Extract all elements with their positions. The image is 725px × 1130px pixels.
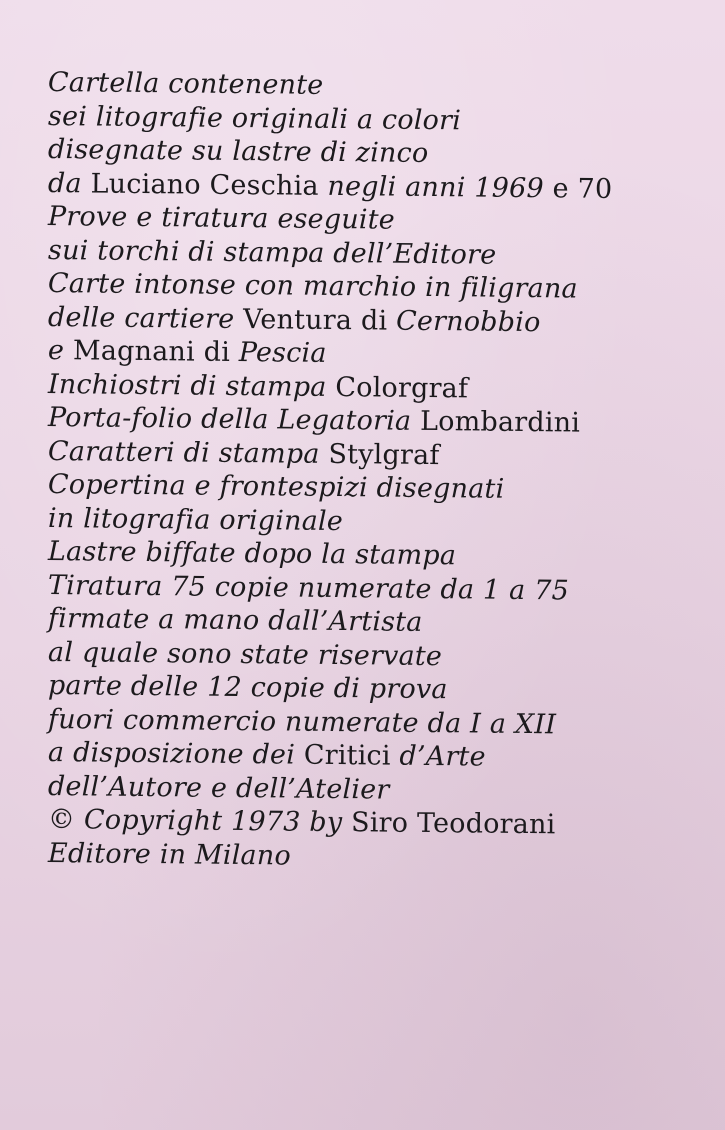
italic-segment: Tiratura 75 copie numerate da 1 a 75 bbox=[47, 569, 570, 606]
italic-segment: 1969 bbox=[474, 171, 544, 204]
italic-segment: Lastre biffate dopo la stampa bbox=[47, 536, 457, 572]
italic-segment: sui torchi di stampa dell’Editore bbox=[47, 234, 497, 271]
roman-segment: Siro Teodorani bbox=[350, 807, 556, 841]
roman-segment: Lombardini bbox=[419, 405, 581, 439]
italic-segment: Porta-folio della Legatoria bbox=[47, 402, 421, 437]
italic-segment: Copyright 1973 by bbox=[83, 804, 352, 839]
italic-segment: d’Arte bbox=[390, 740, 486, 773]
italic-segment: disegnate su lastre di zinco bbox=[47, 134, 429, 169]
italic-segment: Pescia bbox=[238, 336, 327, 369]
italic-segment: Carte intonse con marchio in filigrana bbox=[47, 268, 578, 305]
roman-segment: Luciano Ceschia bbox=[90, 167, 319, 202]
roman-segment: e bbox=[543, 172, 578, 205]
italic-segment: fuori commercio numerate da I a XII bbox=[47, 703, 557, 740]
italic-segment: sei litografie originali a colori bbox=[47, 100, 462, 136]
colophon-line bbox=[48, 837, 708, 877]
italic-segment: negli anni bbox=[318, 170, 475, 203]
roman-segment: Magnani di bbox=[72, 335, 239, 368]
italic-segment: delle cartiere bbox=[47, 301, 244, 335]
italic-segment: Inchiostri di stampa bbox=[47, 368, 336, 403]
italic-segment: e bbox=[47, 335, 74, 367]
italic-segment: in litografia originale bbox=[47, 502, 344, 537]
italic-segment: a disposizione dei bbox=[47, 737, 304, 771]
italic-segment: Cartella contenente bbox=[47, 67, 324, 101]
roman-segment: 70 bbox=[577, 173, 613, 205]
roman-segment: Colorgraf bbox=[335, 371, 469, 404]
italic-segment: Cernobbio bbox=[395, 305, 541, 338]
roman-segment: Ventura di bbox=[242, 303, 397, 337]
italic-segment: parte delle 12 copie di prova bbox=[47, 670, 448, 706]
italic-segment: Prove e tiratura eseguite bbox=[47, 201, 396, 236]
roman-segment: © bbox=[47, 804, 85, 836]
roman-segment: Stylgraf bbox=[328, 438, 440, 471]
roman-segment: Critici bbox=[303, 739, 391, 772]
italic-segment: firmate a mano dall’Artista bbox=[47, 603, 423, 638]
italic-segment: Editore in Milano bbox=[47, 837, 292, 872]
italic-segment: Copertina e frontespizi disegnati bbox=[47, 469, 505, 505]
italic-segment: dell’Autore e dell’Atelier bbox=[47, 770, 390, 806]
italic-segment: Caratteri di stampa bbox=[47, 435, 329, 470]
colophon-text bbox=[48, 66, 708, 870]
italic-segment: al quale sono state riservate bbox=[47, 636, 443, 672]
italic-segment: da bbox=[47, 167, 91, 199]
